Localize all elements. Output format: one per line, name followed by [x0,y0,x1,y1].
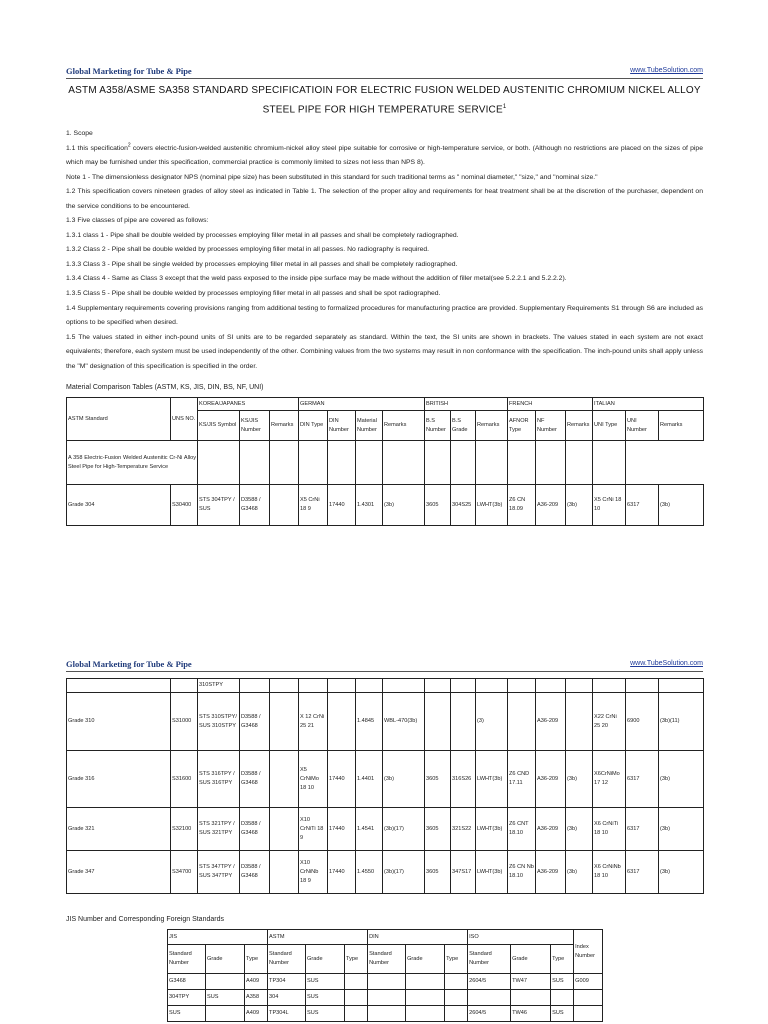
table-cell [328,679,356,693]
group-german: GERMAN [299,398,425,411]
table-cell [574,990,603,1006]
table-cell: A36-209 [536,693,566,751]
cell: (3b) [659,485,704,526]
cell: A36-209 [536,485,566,526]
table-cell [240,441,270,485]
table-cell: Type [551,945,574,974]
table-cell [67,679,171,693]
table-cell: SUS [168,1006,206,1022]
table-cell [445,1006,468,1022]
table-cell [383,679,425,693]
table-cell: (3b)(11) [659,693,704,751]
table-row-grade-347 [67,851,704,894]
table-row [67,441,704,485]
table-cell [451,441,476,485]
table-cell [566,679,593,693]
table-cell: (3b) [659,808,704,851]
page-header [66,66,703,80]
table-cell [270,851,299,894]
table-cell [270,808,299,851]
cell: STS 304TPY / SUS [198,485,240,526]
table-cell: Standard Number [368,945,406,974]
scope-1-1: 1.1 this specification$^2$ covers electric-fusion-welded austenitic chromium-nickel alloy steel pipe suitable for corrosive or high-temperature service, or both. (Although no restrictions are placed on the sizes of pipe which may be furnished under this specification, commercial practice is commonly limited to sizes not less than NPS 8). [66,142,703,167]
table-cell [356,441,383,485]
material-comparison-table-continued [66,678,704,894]
table-cell: 321S22 [451,808,476,851]
table-cell: 2604/5 [468,1006,511,1022]
table-cell: SUS [306,990,345,1006]
table-cell: (3b) [566,808,593,851]
document-title [66,82,703,118]
table-cell: (3b) [383,751,425,808]
table-cell: Grade 316 [67,751,171,808]
table-cell [206,974,245,990]
table-cell: S34700 [171,851,198,894]
table-cell: X 12 CrNi 25 21 [299,693,328,751]
cell: X5 CrNi 18 9 [299,485,328,526]
table-cell: 347S17 [451,851,476,894]
table-cell [406,990,445,1006]
col-remarks: Remarks [383,411,425,441]
cell: X5 CrNi 18 10 [593,485,626,526]
scope-1-3-5: 1.3.5 Class 5 - Pipe shall be double welded by processes employing filler metal in all passes and shall be spot radiographed. [66,290,441,298]
group-header-row [67,398,704,411]
table-cell: (3) [476,693,508,751]
site-url-link[interactable]: www.TubeSolution.com [630,660,703,667]
table-cell [451,693,476,751]
cell: S30400 [171,485,198,526]
table-cell: X22 CrNi 25 20 [593,693,626,751]
table-cell: X6 CrNiNb 18 10 [593,851,626,894]
table-cell [270,679,299,693]
scope-note-1: Note 1 - The dimensionless designator NPS (nominal pipe size) has been substituted in this standard for such traditional terms as " nominal diameter," "size," and "nominal size." [66,173,598,181]
table-cell: X10 CrNiNb 18 9 [299,851,328,894]
table-cell [511,990,551,1006]
table-cell [536,441,566,485]
table-cell: (3b) [659,851,704,894]
table-cell: Grade [511,945,551,974]
group-french: FRENCH [508,398,593,411]
table-cell: A409 [245,1006,268,1022]
table-cell [659,679,704,693]
site-url-link[interactable]: www.TubeSolution.com [630,67,703,74]
table-cell [508,441,536,485]
group-italian: ITALIAN [593,398,704,411]
table-cell: 6317 [626,751,659,808]
table-cell: 17440 [328,808,356,851]
cell: LWHT(3b) [476,485,508,526]
col-remarks: Remarks [476,411,508,441]
table-cell: WBL-470(3b) [383,693,425,751]
site-name: Global Marketing for Tube & Pipe [66,659,192,669]
table-cell [368,990,406,1006]
col-bs-grade: B.S Grade [451,411,476,441]
table-cell [345,990,368,1006]
table-cell [270,751,299,808]
jis-table-caption: JIS Number and Corresponding Foreign Standards [66,916,224,923]
table-row [168,990,603,1006]
group-british: BRITISH [425,398,508,411]
table-cell [593,679,626,693]
table-cell: SUS [306,1006,345,1022]
table-cell: 3605 [425,751,451,808]
table-cell: Standard Number [168,945,206,974]
table-cell: D3588 / G3468 [240,808,270,851]
table-cell [425,679,451,693]
cell: Z6 CN 18.09 [508,485,536,526]
title-line-1: ASTM A358/ASME SA358 STANDARD SPECIFICATIOIN FOR ELECTRIC FUSION WELDED AUSTENITIC CHROMIUM NICKEL ALLOY [68,85,701,96]
table-cell: Type [345,945,368,974]
cell: (3b) [383,485,425,526]
table-cell [406,1006,445,1022]
table-row-grade-316 [67,751,704,808]
col-uni-number: UNI Number [626,411,659,441]
cell: (3b) [566,485,593,526]
table-cell: G009 [574,974,603,990]
header-rule [66,671,703,672]
scope-1-3-1: 1.3.1 class 1 - Pipe shall be double welded by processes employing filler metal in all passes and shall be completely radiographed. [66,231,459,239]
table-cell: A36-209 [536,808,566,851]
col-remarks: Remarks [566,411,593,441]
table-cell: X6CrNiMo 17 12 [593,751,626,808]
cell: Grade 304 [67,485,171,526]
table-cell: Z6 CN Nb 18.10 [508,851,536,894]
table-cell [299,441,328,485]
table-cell [508,679,536,693]
group-korea-japan: KOREA/JAPANES [198,398,299,411]
table-cell: A358 [245,990,268,1006]
table-cell [551,990,574,1006]
table-cell [476,441,508,485]
table-cell [425,693,451,751]
table-cell [356,679,383,693]
scope-1-3: 1.3 Five classes of pipe are covered as follows: [66,217,209,225]
table-cell: (3b) [659,751,704,808]
table-cell: X5 CrNiMo 18 10 [299,751,328,808]
table-cell: S31000 [171,693,198,751]
table-cell [468,990,511,1006]
table-cell: (3b)(17) [383,851,425,894]
col-index-number: Index Number [574,930,603,974]
table-cell: X6 CrNiTi 18 10 [593,808,626,851]
table-cell [206,1006,245,1022]
table-cell: SUS [306,974,345,990]
col-bs-number: B.S Number [425,411,451,441]
scope-1-4: 1.4 Supplementary requirements covering provisions ranging from additional testing to formalized procedures for manufacturing practice are provided. Supplementary Requirements S1 through S6 are included as options to be specified when desired. [66,304,703,327]
table-cell: A36-209 [536,851,566,894]
table-cell [383,441,425,485]
table-cell [566,693,593,751]
table-cell [368,1006,406,1022]
pipe-description: A 358 Electric-Fusion Welded Austenitic Cr-Ni Alloy Steel Pipe for High-Temperature Service [67,441,198,485]
group-din: DIN [368,930,468,945]
table-cell: (3b) [566,851,593,894]
table-cell [299,679,328,693]
table-cell: 1.4845 [356,693,383,751]
table-cell: 2604/5 [468,974,511,990]
col-ksjis-symbol: KS/JIS Symbol [198,411,240,441]
table-cell: Grade 321 [67,808,171,851]
col-remarks: Remarks [659,411,704,441]
group-jis: JIS [168,930,268,945]
table-cell [345,974,368,990]
table-cell [345,1006,368,1022]
material-comparison-table [66,397,704,526]
col-afnor-type: AFNOR Type [508,411,536,441]
table-cell [445,990,468,1006]
table-cell: Grade 347 [67,851,171,894]
table-cell [240,679,270,693]
table-cell: TP304 [268,974,306,990]
table-cell: D3588 / G3468 [240,851,270,894]
table-cell: 1.4541 [356,808,383,851]
table-cell [328,693,356,751]
table-cell: 1.4550 [356,851,383,894]
table-cell: S32100 [171,808,198,851]
col-uni-type: UNI Type [593,411,626,441]
table-cell: 6900 [626,693,659,751]
table-cell [198,441,240,485]
table-cell: TW47 [511,974,551,990]
col-din-number: DIN Number [328,411,356,441]
table-cell: Standard Number [268,945,306,974]
table-row [168,974,603,990]
table-cell: LWHT(3b) [476,751,508,808]
table-cell [566,441,593,485]
col-astm-standard: ASTM Standard [67,398,171,441]
table-row-grade-304 [67,485,704,526]
table-cell [328,441,356,485]
table-cell [270,441,299,485]
table-cell: A409 [245,974,268,990]
group-astm: ASTM [268,930,368,945]
table-cell: 3605 [425,808,451,851]
table-cell: 316S26 [451,751,476,808]
cell: 310STPY [198,679,240,693]
table-cell: (3b) [566,751,593,808]
scope-1-3-2: 1.3.2 Class 2 - Pipe shall be double welded by processes employing filler metal in all passes. No radiography is required. [66,246,430,254]
page-header-2 [66,659,703,673]
cell: 3605 [425,485,451,526]
table-cell [171,679,198,693]
cell: D3588 / G3468 [240,485,270,526]
table-cell: 17440 [328,751,356,808]
cell: 1.4301 [356,485,383,526]
cell [270,485,299,526]
site-name: Global Marketing for Tube & Pipe [66,66,192,76]
table-cell: Grade 310 [67,693,171,751]
table-cell [406,974,445,990]
table-cell: Grade [406,945,445,974]
table-cell [626,679,659,693]
table-cell: Z6 CND 17.11 [508,751,536,808]
table-cell: Type [245,945,268,974]
material-comparison-caption: Material Comparison Tables (ASTM, KS, JIS, DIN, BS, NF, UNI) [66,384,264,391]
table-cell: LWHT(3b) [476,851,508,894]
scope-heading: 1. Scope [66,130,93,137]
table-cell: LWHT(3b) [476,808,508,851]
col-material-number: Material Number [356,411,383,441]
table-row-grade-321 [67,808,704,851]
table-cell [508,693,536,751]
cell: 6317 [626,485,659,526]
col-remarks: Remarks [270,411,299,441]
table-row [168,1006,603,1022]
scope-1-3-3: 1.3.3 Class 3 - Pipe shall be single welded by processes employing filler metal in all passes and shall be completely radiographed. [66,260,458,268]
table-cell [451,679,476,693]
table-cell [574,1006,603,1022]
table-cell: S31600 [171,751,198,808]
table-cell: D3588 / G3468 [240,693,270,751]
table-cell: 304TPY [168,990,206,1006]
table-cell: STS 321TPY / SUS 321TPY [198,808,240,851]
cell: 17440 [328,485,356,526]
table-cell: 1.4401 [356,751,383,808]
table-cell: STS 310STPY/ SUS 310STPY [198,693,240,751]
col-nf-number: NF Number [536,411,566,441]
table-cell: SUS [551,974,574,990]
table-cell [476,679,508,693]
table-cell: 6317 [626,808,659,851]
col-uns-no: UNS NO. [171,398,198,441]
col-ksjis-number: KS/JIS Number [240,411,270,441]
table-cell [425,441,451,485]
jis-group-row [168,930,603,945]
table-cell: A36-209 [536,751,566,808]
table-cell [270,693,299,751]
table-cell: 6317 [626,851,659,894]
table-cell: 17440 [328,851,356,894]
table-cell [593,441,626,485]
col-din-type: DIN Type [299,411,328,441]
table-cell: 3605 [425,851,451,894]
header-rule [66,78,703,79]
table-row-grade-310 [67,693,704,751]
table-cell: SUS [206,990,245,1006]
table-cell: D3588 / G3468 [240,751,270,808]
table-cell: G3468 [168,974,206,990]
table-cell [368,974,406,990]
scope-section [66,127,703,374]
table-cell: Grade [206,945,245,974]
table-cell: SUS [551,1006,574,1022]
table-cell: (3b)(17) [383,808,425,851]
scope-1-2: 1.2 This specification covers nineteen grades of alloy steel as indicated in Table 1. The selection of the proper alloy and requirements for heat treatment shall be at the discretion of the purchaser, dependent on the service conditions to be encountered. [66,188,703,210]
table-cell: STS 316TPY / SUS 316TPY [198,751,240,808]
table-cell: TW46 [511,1006,551,1022]
group-iso: ISO [468,930,574,945]
table-cell [445,974,468,990]
table-cell: STS 347TPY / SUS 347TPY [198,851,240,894]
table-cell: Type [445,945,468,974]
table-cell: TP304L [268,1006,306,1022]
table-cell: Grade [306,945,345,974]
table-row [67,679,704,693]
table-cell: Z6 CNT 18.10 [508,808,536,851]
table-cell: X10 CrNiTi 18 9 [299,808,328,851]
table-cell [536,679,566,693]
scope-1-3-4: 1.3.4 Class 4 - Same as Class 3 except that the weld pass exposed to the inside pipe surface may be made without the addition of filler metal(see 5.2.2.1 and 5.2.2.2). [66,275,567,283]
table-cell: Standard Number [468,945,511,974]
cell: 304S25 [451,485,476,526]
table-cell: 304 [268,990,306,1006]
jis-foreign-standards-table [167,929,603,1022]
jis-column-row [168,945,603,974]
title-line-2: STEEL PIPE FOR HIGH TEMPERATURE SERVICE$^1$ [262,104,507,116]
scope-1-5: 1.5 The values stated in either inch-pound units of SI units are to be regarded separately as standard. Within the text, the SI units are shown in brackets. The values stated in each system are not exact equivalents; therefore, each system must be used independently of the other. Combining values from the two systems may result in non conformance with the specification. The inch-pound units shall apply unless the "M" designation of this specification is specified in the order. [66,333,703,370]
